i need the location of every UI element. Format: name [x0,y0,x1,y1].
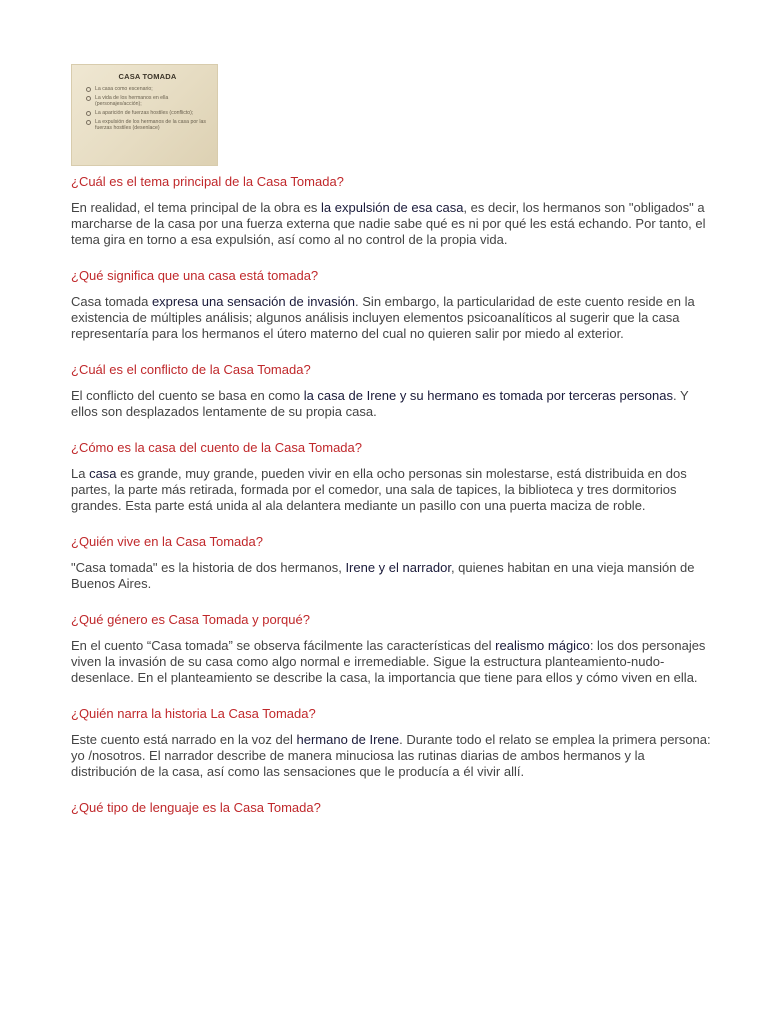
answer-text: . Y ellos son desplazados lentamente de su propia casa. [71,388,689,419]
answer-text: , quienes habitan en una vieja mansión de Buenos Aires. [71,560,695,591]
answer-paragraph [71,388,711,420]
answer-text: En realidad, el tema principal de la obra es [71,200,322,215]
thumbnail-item [86,86,209,92]
thumbnail-item [86,95,209,107]
question-heading: ¿Cómo es la casa del cuento de la Casa Tomada? [71,440,362,455]
question-heading: ¿Qué significa que una casa está tomada? [71,268,319,283]
question-heading: ¿Cuál es el tema principal de la Casa Tomada? [71,174,344,189]
document-page [71,64,711,816]
thumbnail-item [86,119,209,131]
thumbnail-item-text: La casa como escenario; [95,86,153,92]
answer-text: "Casa tomada" es la historia de dos hermanos, [71,560,346,575]
answer-paragraph [71,294,711,342]
answer-paragraph [71,466,711,514]
answer-link[interactable]: la casa de Irene y su hermano es tomada por terceras personas [303,388,673,403]
answer-paragraph [71,560,711,592]
bullet-icon [86,120,91,125]
answer-link[interactable]: la expulsión de esa casa [321,200,464,215]
answer-link[interactable]: Irene y el narrador [345,560,451,575]
answer-text: Este cuento está narrado en la voz del [71,732,297,747]
thumbnail-item-text: La expulsión de los hermanos de la casa por las fuerzas hostiles (desenlace) [95,119,207,131]
answer-text: : los dos personajes viven la invasión de su casa como algo normal e irremediable. Sigue la estructura planteamiento-nudo-desenlace. En el planteamiento se describe la casa, la importancia que tiene para ellos y cómo viven en ella. [71,638,706,685]
answer-paragraph [71,638,711,686]
answer-text: La [71,466,90,481]
bullet-icon [86,87,91,92]
bullet-icon [86,111,91,116]
answer-text: , es decir, los hermanos son "obligados" a marcharse de la casa por una fuerza externa que nadie sabe qué es ni por qué les está echando. Por tanto, el tema gira en torno a esa expulsión, así como al no control de la propia vida. [71,200,706,247]
answer-link[interactable]: hermano de Irene [296,732,400,747]
question-heading: ¿Quién narra la historia La Casa Tomada? [71,706,316,721]
answer-link[interactable]: realismo mágico [495,638,590,653]
casa-tomada-thumbnail [71,64,218,166]
answer-link[interactable]: casa [89,466,117,481]
answer-text: . Durante todo el relato se emplea la primera persona: yo /nosotros. El narrador describe de manera minuciosa las rutinas diarias de ambos hermanos y la distribución de la casa, así como las sensaciones que le producía a él vivir allí. [71,732,711,779]
answer-paragraph [71,732,711,780]
answer-text: . Sin embargo, la particularidad de este cuento reside en la existencia de múltiples análisis; algunos análisis incluyen elementos psicoanalíticos al sugerir que la casa representaría para los hermanos el útero materno del cual no quieren salir por miedo al exterior. [71,294,695,341]
answer-link[interactable]: expresa una sensación de invasión [151,294,356,309]
answer-paragraph [71,200,711,248]
question-heading: ¿Quién vive en la Casa Tomada? [71,534,263,549]
answer-text: es grande, muy grande, pueden vivir en ella ocho personas sin molestarse, está distribuida en dos partes, la parte más retirada, formada por el comedor, una sala de tapices, la biblioteca y tres dormitorios grandes. Esta parte está unida al ala delantera mediante un pasillo con una puerta maciza de roble. [71,466,687,513]
answer-text: En el cuento “Casa tomada” se observa fácilmente las características del [71,638,496,653]
thumbnail-item [86,110,209,116]
question-heading: ¿Qué tipo de lenguaje es la Casa Tomada? [71,800,321,815]
question-heading: ¿Cuál es el conflicto de la Casa Tomada? [71,362,311,377]
question-heading: ¿Qué género es Casa Tomada y porqué? [71,612,310,627]
bullet-icon [86,96,91,101]
thumbnail-item-text: La vida de los hermanos en ella (personajes/acción); [95,95,169,107]
answer-text: El conflicto del cuento se basa en como [71,388,304,403]
thumbnail-item-text: La aparición de fuerzas hostiles (conflicto); [95,110,194,116]
thumbnail-title: CASA TOMADA [118,72,177,81]
answer-text: Casa tomada [71,294,152,309]
